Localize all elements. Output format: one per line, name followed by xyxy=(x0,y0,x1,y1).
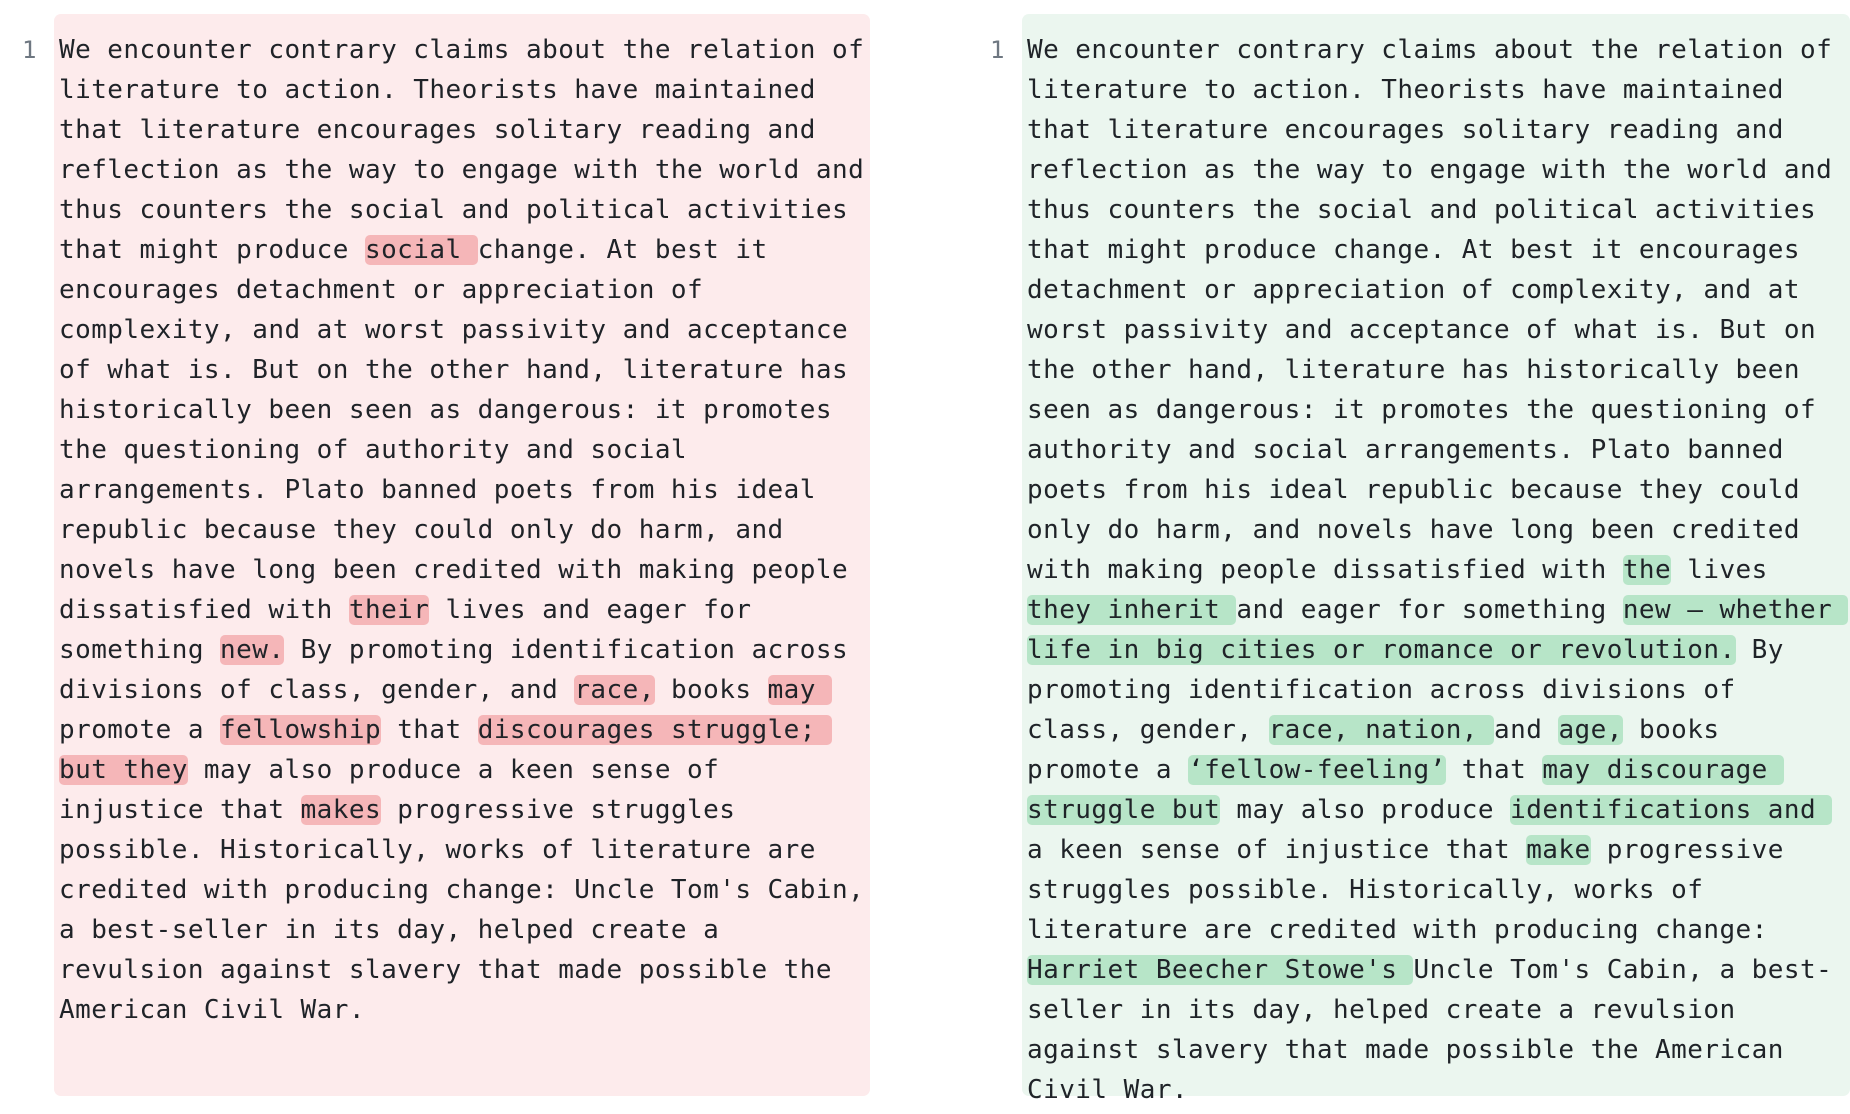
text-line xyxy=(1027,550,1842,590)
text-segment: and xyxy=(1494,715,1559,745)
text-segment: lives xyxy=(1671,555,1768,585)
text-segment: that might produce xyxy=(59,235,365,265)
text-segment: promote a xyxy=(1027,755,1189,785)
text-segment: detachment or appreciation of complexity, and at xyxy=(1027,275,1800,305)
text-segment: thus counters the social and political activities xyxy=(59,195,849,225)
text-segment: literature to action. Theorists have maintained xyxy=(1027,75,1784,105)
text-segment: By xyxy=(1735,635,1784,665)
text-segment: that xyxy=(1445,755,1543,785)
added-text-highlight: life in big cities or romance or revolution. xyxy=(1027,635,1736,665)
text-line xyxy=(59,510,862,550)
text-line xyxy=(59,750,862,790)
text-line xyxy=(59,670,862,710)
text-line xyxy=(1027,150,1842,190)
text-line xyxy=(1027,230,1842,270)
removed-text-highlight: race, xyxy=(574,675,655,705)
text-line xyxy=(59,710,862,750)
text-segment: seller in its day, helped create a revulsion xyxy=(1027,995,1736,1025)
text-line xyxy=(59,270,862,310)
text-segment: the questioning of authority and social xyxy=(59,435,688,465)
text-segment: historically been seen as dangerous: it promotes xyxy=(59,395,832,425)
added-text-highlight: may discourage xyxy=(1542,755,1784,785)
text-segment: complexity, and at worst passivity and acceptance xyxy=(59,315,849,345)
text-line xyxy=(1027,430,1842,470)
text-line xyxy=(59,790,862,830)
text-line xyxy=(1027,1070,1842,1110)
removed-text-highlight: makes xyxy=(300,795,382,825)
text-segment: revulsion against slavery that made possible the xyxy=(59,955,832,985)
text-line xyxy=(1027,510,1842,550)
text-segment: thus counters the social and political activities xyxy=(1027,195,1817,225)
text-segment: Civil War. xyxy=(1027,1075,1189,1105)
line-number: 1 xyxy=(990,36,1005,64)
text-line xyxy=(1027,750,1842,790)
removed-text-highlight: but they xyxy=(59,755,188,785)
text-segment: dissatisfied with xyxy=(59,595,349,625)
text-line xyxy=(59,70,862,110)
text-segment: poets from his ideal republic because they could xyxy=(1027,475,1800,505)
text-segment: change. At best it xyxy=(477,235,768,265)
text-segment: that xyxy=(381,715,478,745)
text-segment: something xyxy=(59,635,221,665)
text-line xyxy=(59,950,862,990)
added-text-highlight: race, nation, xyxy=(1268,715,1495,745)
text-line xyxy=(59,110,862,150)
text-segment: promoting identification across divisions of xyxy=(1027,675,1736,705)
text-segment: class, gender, xyxy=(1027,715,1269,745)
added-text-highlight: the xyxy=(1622,555,1672,585)
removed-text-block[interactable] xyxy=(54,14,870,1096)
text-segment: a keen sense of injustice that xyxy=(1027,835,1527,865)
text-line xyxy=(59,150,865,190)
removed-text-highlight: discourages struggle; xyxy=(477,715,832,745)
text-segment: Uncle Tom's Cabin, a best- xyxy=(1413,955,1833,985)
text-segment: encourages detachment or appreciation of xyxy=(59,275,704,305)
text-line xyxy=(1027,70,1842,110)
text-segment: of what is. But on the other hand, literature has xyxy=(59,355,849,385)
removed-text-highlight: may xyxy=(767,675,832,705)
text-line xyxy=(59,590,862,630)
text-line xyxy=(59,990,862,1030)
text-segment: only do harm, and novels have long been credited xyxy=(1027,515,1800,545)
text-segment: that might produce change. At best it encourages xyxy=(1027,235,1800,265)
text-segment: American Civil War. xyxy=(59,995,365,1025)
added-text-highlight: make xyxy=(1526,835,1591,865)
text-line xyxy=(1027,630,1842,670)
text-line xyxy=(59,830,862,870)
text-segment: books xyxy=(1622,715,1720,745)
text-line xyxy=(59,550,862,590)
text-segment: struggles possible. Historically, works of xyxy=(1027,875,1704,905)
added-text-highlight: age, xyxy=(1558,715,1623,745)
text-line xyxy=(1027,710,1842,750)
added-text-block[interactable] xyxy=(1022,14,1850,1105)
text-line xyxy=(59,230,862,270)
text-segment: injustice that xyxy=(59,795,301,825)
text-segment: a best-seller in its day, helped create a xyxy=(59,915,720,945)
text-line xyxy=(59,870,865,910)
text-line xyxy=(1027,990,1842,1030)
text-line xyxy=(59,190,862,230)
added-text-highlight: Harriet Beecher Stowe's xyxy=(1027,955,1414,985)
added-text-highlight: ‘fellow-feeling’ xyxy=(1188,755,1446,785)
text-segment: against slavery that made possible the American xyxy=(1027,1035,1784,1065)
text-segment: literature to action. Theorists have maintained xyxy=(59,75,816,105)
text-segment: divisions of class, gender, and xyxy=(59,675,575,705)
text-segment: and eager for something xyxy=(1236,595,1623,625)
text-line xyxy=(59,430,862,470)
text-segment: authority and social arrangements. Plato banned xyxy=(1027,435,1784,465)
text-segment: that literature encourages solitary reading and xyxy=(1027,115,1784,145)
text-line xyxy=(1027,870,1842,910)
added-text-highlight: struggle but xyxy=(1027,795,1221,825)
text-segment: books xyxy=(654,675,768,705)
text-segment: seen as dangerous: it promotes the questioning of xyxy=(1027,395,1817,425)
text-segment: reflection as the way to engage with the world and xyxy=(59,155,865,185)
text-segment: may also produce a keen sense of xyxy=(187,755,720,785)
added-text-highlight: they inherit xyxy=(1027,595,1237,625)
line-number: 1 xyxy=(22,36,37,64)
text-line xyxy=(1027,310,1842,350)
text-segment: reflection as the way to engage with the world and xyxy=(1027,155,1833,185)
removed-text-highlight: social xyxy=(364,235,478,265)
text-line xyxy=(59,390,862,430)
text-line xyxy=(1027,390,1842,430)
text-line xyxy=(1027,270,1842,310)
text-line xyxy=(59,470,862,510)
text-line xyxy=(1027,190,1842,230)
text-segment: progressive xyxy=(1590,835,1784,865)
text-segment: worst passivity and acceptance of what is. But on xyxy=(1027,315,1817,345)
text-segment: progressive struggles xyxy=(381,795,736,825)
text-segment: We encounter contrary claims about the relation of xyxy=(59,35,865,65)
text-segment: By promoting identification across xyxy=(284,635,849,665)
text-segment: credited with producing change: Uncle Tom's Cabin, xyxy=(59,875,865,905)
added-text-highlight: new — whether xyxy=(1622,595,1849,625)
added-text-highlight: identifications and xyxy=(1510,795,1833,825)
text-segment: republic because they could only do harm, and xyxy=(59,515,784,545)
text-segment: lives and eager for xyxy=(429,595,752,625)
added-pane xyxy=(968,14,1850,1105)
text-line xyxy=(1027,830,1842,870)
text-segment: may also produce xyxy=(1220,795,1511,825)
text-line xyxy=(1027,1030,1842,1070)
text-line xyxy=(1027,470,1842,510)
text-segment: literature are credited with producing change: xyxy=(1027,915,1768,945)
removed-pane xyxy=(0,14,870,1096)
text-segment: We encounter contrary claims about the relation of xyxy=(1027,35,1833,65)
text-segment: the other hand, literature has historically been xyxy=(1027,355,1800,385)
text-segment: novels have long been credited with making people xyxy=(59,555,849,585)
text-line xyxy=(59,30,865,70)
text-segment: with making people dissatisfied with xyxy=(1027,555,1623,585)
removed-text-highlight: fellowship xyxy=(220,715,382,745)
text-line xyxy=(1027,590,1849,630)
text-line xyxy=(1027,110,1842,150)
text-line xyxy=(59,910,862,950)
text-line xyxy=(59,630,862,670)
removed-text-highlight: their xyxy=(348,595,430,625)
text-line xyxy=(1027,30,1842,70)
text-line xyxy=(1027,670,1842,710)
text-line xyxy=(59,350,862,390)
removed-text-highlight: new. xyxy=(220,635,285,665)
text-line xyxy=(59,310,862,350)
text-segment: possible. Historically, works of literature are xyxy=(59,835,816,865)
text-line xyxy=(1027,950,1842,990)
text-line xyxy=(1027,910,1842,950)
text-line xyxy=(1027,790,1842,830)
text-line xyxy=(1027,350,1842,390)
text-segment: arrangements. Plato banned poets from his ideal xyxy=(59,475,816,505)
text-segment: that literature encourages solitary reading and xyxy=(59,115,816,145)
text-segment: promote a xyxy=(59,715,221,745)
